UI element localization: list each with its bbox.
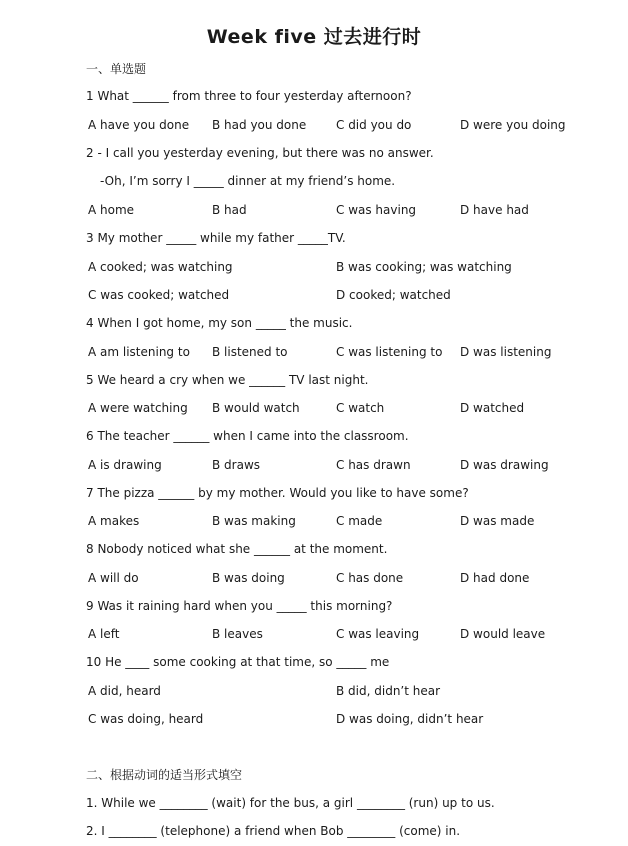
question-5: 5 We heard a cry when we ______ TV last night.	[86, 373, 369, 387]
question-4: 4 When I got home, my son _____ the music.	[86, 316, 353, 330]
q5-option-a: A were watching	[88, 401, 188, 415]
q9-option-b: B leaves	[212, 627, 263, 641]
q1-option-c: C did you do	[336, 118, 412, 132]
q2-option-b: B had	[212, 203, 247, 217]
q4-option-a: A am listening to	[88, 345, 190, 359]
question-6: 6 The teacher ______ when I came into the classroom.	[86, 429, 409, 443]
section-heading-multiple-choice: 一、单选题	[86, 62, 147, 76]
q4-option-d: D was listening	[460, 345, 552, 359]
question-10: 10 He ____ some cooking at that time, so _____ me	[86, 655, 390, 669]
q3-option-a: A cooked; was watching	[88, 260, 233, 274]
q10-option-a: A did, heard	[88, 684, 161, 698]
q3-option-c: C was cooked; watched	[88, 288, 230, 302]
question-1: 1 What ______ from three to four yesterday afternoon?	[86, 89, 412, 103]
question-2: 2 - I call you yesterday evening, but there was no answer.	[86, 146, 434, 160]
section-heading-fill-in: 二、根据动词的适当形式填空	[86, 768, 243, 782]
q5-option-c: C watch	[336, 401, 385, 415]
q6-option-c: C has drawn	[336, 458, 411, 472]
q7-option-b: B was making	[212, 514, 296, 528]
fill-question-1: 1. While we ________ (wait) for the bus, a girl ________ (run) up to us.	[86, 796, 495, 810]
q9-option-c: C was leaving	[336, 627, 420, 641]
q3-option-b: B was cooking; was watching	[336, 260, 512, 274]
q2-option-d: D have had	[460, 203, 529, 217]
q8-option-c: C has done	[336, 571, 404, 585]
page-title: Week five 过去进行时	[206, 26, 422, 48]
question-9: 9 Was it raining hard when you _____ this morning?	[86, 599, 393, 613]
q4-option-c: C was listening to	[336, 345, 443, 359]
q8-option-a: A will do	[88, 571, 139, 585]
q9-option-d: D would leave	[460, 627, 546, 641]
fill-question-2: 2. I ________ (telephone) a friend when Bob ________ (come) in.	[86, 824, 461, 838]
q10-option-d: D was doing, didn’t hear	[336, 712, 484, 726]
q10-option-b: B did, didn’t hear	[336, 684, 441, 698]
q1-option-d: D were you doing	[460, 118, 566, 132]
q7-option-c: C made	[336, 514, 383, 528]
q5-option-b: B would watch	[212, 401, 300, 415]
question-2-reply: -Oh, I’m sorry I _____ dinner at my friend’s home.	[100, 174, 396, 188]
q7-option-d: D was made	[460, 514, 535, 528]
q9-option-a: A left	[88, 627, 120, 641]
q2-option-c: C was having	[336, 203, 417, 217]
question-7: 7 The pizza ______ by my mother. Would you like to have some?	[86, 486, 469, 500]
q8-option-b: B was doing	[212, 571, 285, 585]
q7-option-a: A makes	[88, 514, 140, 528]
q8-option-d: D had done	[460, 571, 530, 585]
q4-option-b: B listened to	[212, 345, 288, 359]
q6-option-d: D was drawing	[460, 458, 549, 472]
q1-option-b: B had you done	[212, 118, 307, 132]
question-8: 8 Nobody noticed what she ______ at the moment.	[86, 542, 388, 556]
q6-option-b: B draws	[212, 458, 261, 472]
q10-option-c: C was doing, heard	[88, 712, 204, 726]
q1-option-a: A have you done	[88, 118, 190, 132]
question-3: 3 My mother _____ while my father _____TV.	[86, 231, 346, 245]
q6-option-a: A is drawing	[88, 458, 162, 472]
q2-option-a: A home	[88, 203, 135, 217]
q3-option-d: D cooked; watched	[336, 288, 451, 302]
q5-option-d: D watched	[460, 401, 525, 415]
